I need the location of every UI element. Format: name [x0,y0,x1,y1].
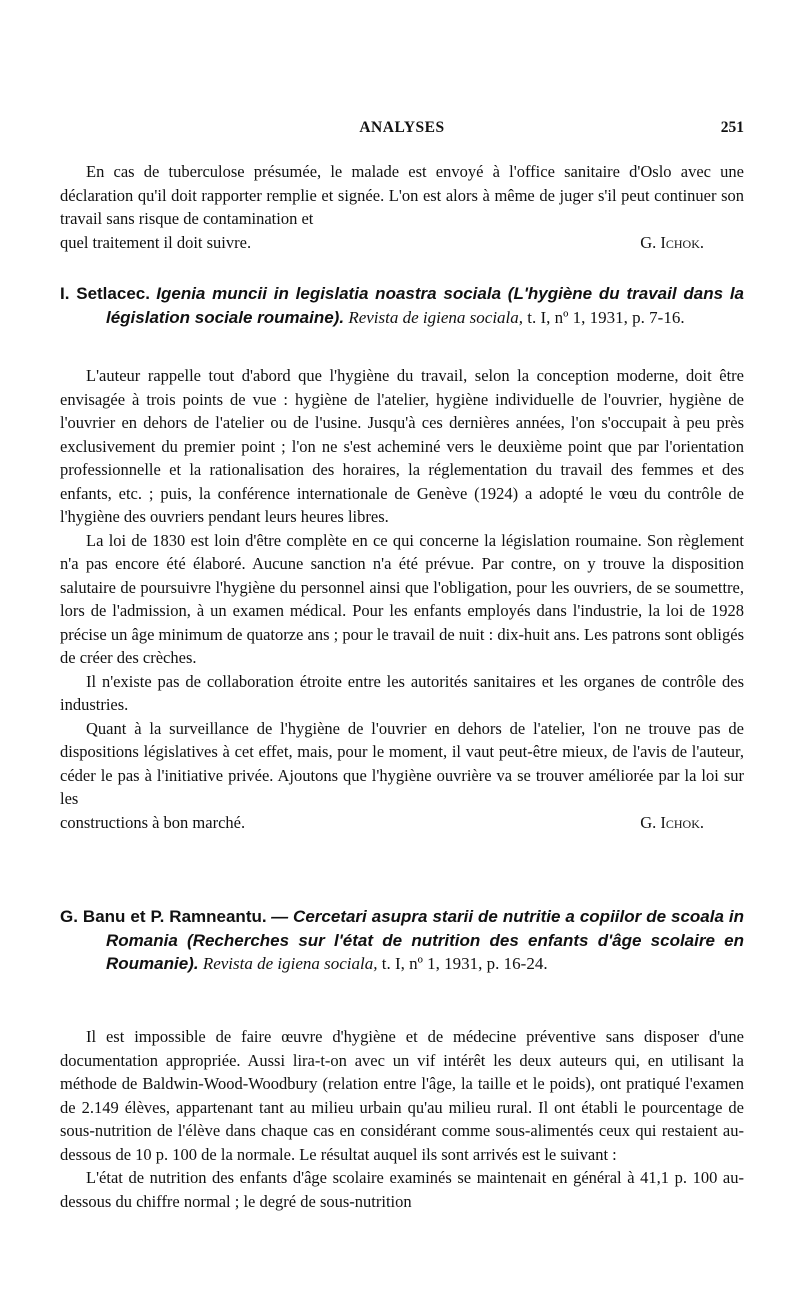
paragraph: Quant à la surveillance de l'hygiène de l'ouvrier en dehors de l'atelier, l'on ne trouve pas de dispositions législatives à cet effet, mais, pour le moment, il vaut peut-être mieux, de l'avis de l'auteur, céder le pas à l'initiative privée. Ajoutons que l'hygiène ouvrière va se trouver améliorée par la loi sur les [60,718,744,808]
running-title: ANALYSES [359,119,445,136]
review-setlacec-body [60,364,744,834]
bibliographic-reference [60,282,744,329]
paragraph-end: quel traitement il doit suivre. [60,232,252,252]
paragraph: Il n'existe pas de collaboration étroite entre les autorités sanitaires et les organes de contrôle des industries. [60,671,744,714]
review-author: I. Setlacec. [60,284,150,303]
previous-review-ending [60,160,744,254]
paragraph: L'auteur rappelle tout d'abord que l'hygiène du travail, selon la conception moderne, doit être envisagée à trois points de vue : hygiène de l'atelier, hygiène individuelle de l'ouvrier, hygiène de l'ouvrier en dehors de l'atelier ou de l'usine. Jusqu'à ces dernières années, l'on s'occupait à peu près exclusivement du premier point ; l'on ne s'est acheminé vers le deuxième point que par l'orientation professionnelle et la rationalisation des horaires, la réglementation du travail des femmes et des enfants, etc. ; puis, la conférence internationale de Genève (1924) a adopté le vœu du contrôle de l'hygiène des ouvriers pendant leurs heures libres. [60,366,744,526]
review-setlacec [60,282,744,329]
review-publication-info: t. I, nº 1, 1931, p. 7-16. [527,307,685,327]
review-work-title: Igenia muncii in legislatia noastra sociala (L'hygiène du travail dans la législation sociale roumaine). [106,284,744,327]
paragraph: Il est impossible de faire œuvre d'hygiène et de médecine préventive sans disposer d'une documentation appropriée. Aussi lira-t-on avec un vif intérêt les deux auteurs qui, en utilisant la méthode de Baldwin-Wood-Woodbury (relation entre l'âge, la taille et le poids), ont pratiqué l'examen de 2.149 élèves, appartenant tant au milieu urbain qu'au milieu rural. Il ont établi le pourcentage de sous-nutrition de l'élève dans chaque cas en considérant comme sous-alimentés ceux qui restaient au-dessous de 10 p. 100 de la normale. Le résultat auquel ils sont arrivés est le suivant : [60,1027,744,1164]
paragraph: L'état de nutrition des enfants d'âge scolaire examinés se maintenait en général à 41,1 p. 100 au-dessous du chiffre normal ; le degré de sous-nutrition [60,1168,744,1211]
review-publication-info: t. I, nº 1, 1931, p. 16-24. [381,954,548,973]
reviewer-signature: G. Ichok. [640,812,704,832]
review-journal: Revista de igiena sociala, [202,954,378,973]
bibliographic-reference [60,905,744,976]
page-header [60,119,744,143]
review-journal: Revista de igiena sociala, [348,307,524,327]
signature-line [60,231,744,255]
paragraph-end: constructions à bon marché. [60,812,246,832]
review-author: G. Banu et P. Ramneantu. [60,907,267,926]
signature-line [60,811,744,835]
page-number: 251 [720,119,744,136]
paragraph: En cas de tuberculose présumée, le malade est envoyé à l'office sanitaire d'Oslo avec une déclaration qu'il doit rapporter remplie et signée. L'on est alors à même de juger s'il peut continuer son travail sans risque de contamination et [60,162,744,228]
reviewer-signature: G. Ichok. [640,232,704,252]
review-work-title: — Cercetari asupra starii de nutritie a copiilor de scoala in Romania (Recherches sur l'état de nutrition des enfants d'âge scolaire en Roumanie). [106,907,744,973]
paragraph: La loi de 1830 est loin d'être complète en ce qui concerne la législation roumaine. Son règlement n'a pas encore été élaboré. Aucune sanction n'a été prévue. Par contre, on y trouve la disposition salutaire de poursuivre l'hygiène du personnel ainsi que l'obligation, pour les ouvriers, de se soumettre, lors de l'admission, à un examen médical. Pour les enfants employés dans l'industrie, la loi de 1928 précise un âge minimum de quatorze ans ; pour le travail de nuit : dix-huit ans. Les patrons sont obligés de créer des crèches. [60,530,744,667]
review-banu-ramneantu-body [60,1025,744,1213]
review-banu-ramneantu [60,905,744,976]
